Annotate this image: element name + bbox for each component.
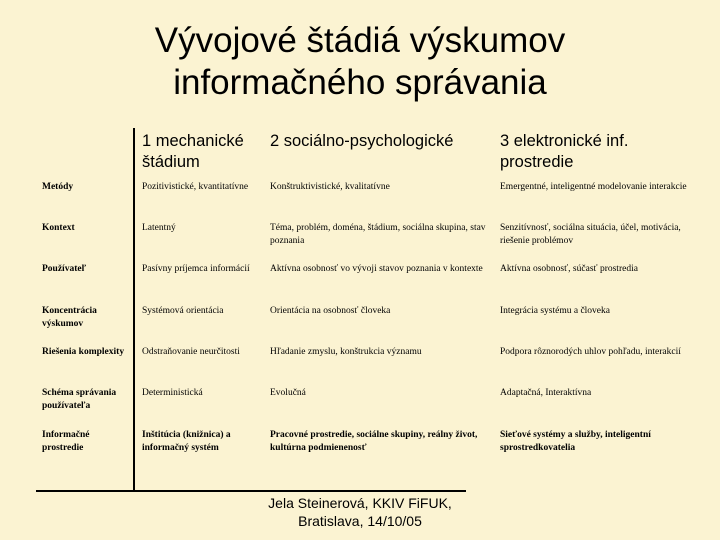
cell-environment-mechanical: Inštitúcia (knižnica) a informačný systém bbox=[142, 430, 231, 453]
cell-scheme-electronic: Adaptačná, Interaktívna bbox=[500, 388, 592, 398]
cell-focus-socio: Orientácia na osobnosť človeka bbox=[270, 306, 391, 316]
horizontal-divider bbox=[36, 490, 466, 492]
row-label-methods: Metódy bbox=[42, 182, 74, 192]
column-header-electronic: 3 elektronické inf. prostredie bbox=[500, 132, 629, 171]
cell-complexity-mechanical: Odstraňovanie neurčitosti bbox=[142, 347, 240, 357]
footer-line-1: Jela Steinerová, KKIV FiFUK, bbox=[268, 495, 452, 511]
slide-footer bbox=[250, 494, 470, 530]
cell-complexity-electronic: Podpora rôznorodých uhlov pohľadu, interakcií bbox=[500, 347, 681, 357]
vertical-divider bbox=[133, 128, 135, 492]
column-header-socio-psychological: 2 sociálno-psychologické bbox=[270, 132, 454, 150]
cell-user-socio: Aktívna osobnosť vo vývoji stavov poznania v kontexte bbox=[270, 264, 483, 274]
cell-methods-socio: Konštruktivistické, kvalitatívne bbox=[270, 182, 390, 192]
row-label-behavior-scheme: Schéma správania používateľa bbox=[42, 388, 117, 411]
column-header-mechanical: 1 mechanické štádium bbox=[142, 132, 244, 171]
cell-scheme-socio: Evolučná bbox=[270, 388, 306, 398]
row-label-research-focus: Koncentrácia výskumov bbox=[42, 306, 97, 329]
row-label-context: Kontext bbox=[42, 223, 75, 233]
slide-title bbox=[100, 20, 620, 104]
slide-title-line-2: informačného správania bbox=[173, 63, 547, 102]
cell-context-socio: Téma, problém, doména, štádium, sociálna skupina, stav poznania bbox=[270, 223, 486, 246]
cell-complexity-socio: Hľadanie zmyslu, konštrukcia významu bbox=[270, 347, 422, 357]
row-label-info-environment: Informačné prostredie bbox=[42, 430, 90, 453]
cell-user-mechanical: Pasívny príjemca informácií bbox=[142, 264, 250, 274]
row-label-user: Používateľ bbox=[42, 264, 87, 274]
row-label-complexity: Riešenia komplexity bbox=[42, 347, 125, 357]
cell-context-electronic: Senzitívnosť, sociálna situácia, účel, motivácia, riešenie problémov bbox=[500, 223, 681, 246]
footer-line-2: Bratislava, 14/10/05 bbox=[298, 513, 422, 529]
slide-title-line-1: Vývojové štádiá výskumov bbox=[154, 21, 566, 60]
cell-focus-mechanical: Systémová orientácia bbox=[142, 306, 224, 316]
cell-environment-socio: Pracovné prostredie, sociálne skupiny, reálny život, kultúrna podmienenosť bbox=[270, 430, 478, 453]
cell-environment-electronic: Sieťové systémy a služby, inteligentní sprostredkovatelia bbox=[500, 430, 651, 453]
cell-focus-electronic: Integrácia systému a človeka bbox=[500, 306, 610, 316]
cell-methods-mechanical: Pozitivistické, kvantitatívne bbox=[142, 182, 249, 192]
cell-scheme-mechanical: Deterministická bbox=[142, 388, 203, 398]
cell-user-electronic: Aktívna osobnosť, súčasť prostredia bbox=[500, 264, 638, 274]
cell-methods-electronic: Emergentné, inteligentné modelovanie interakcie bbox=[500, 182, 687, 192]
cell-context-mechanical: Latentný bbox=[142, 223, 176, 233]
